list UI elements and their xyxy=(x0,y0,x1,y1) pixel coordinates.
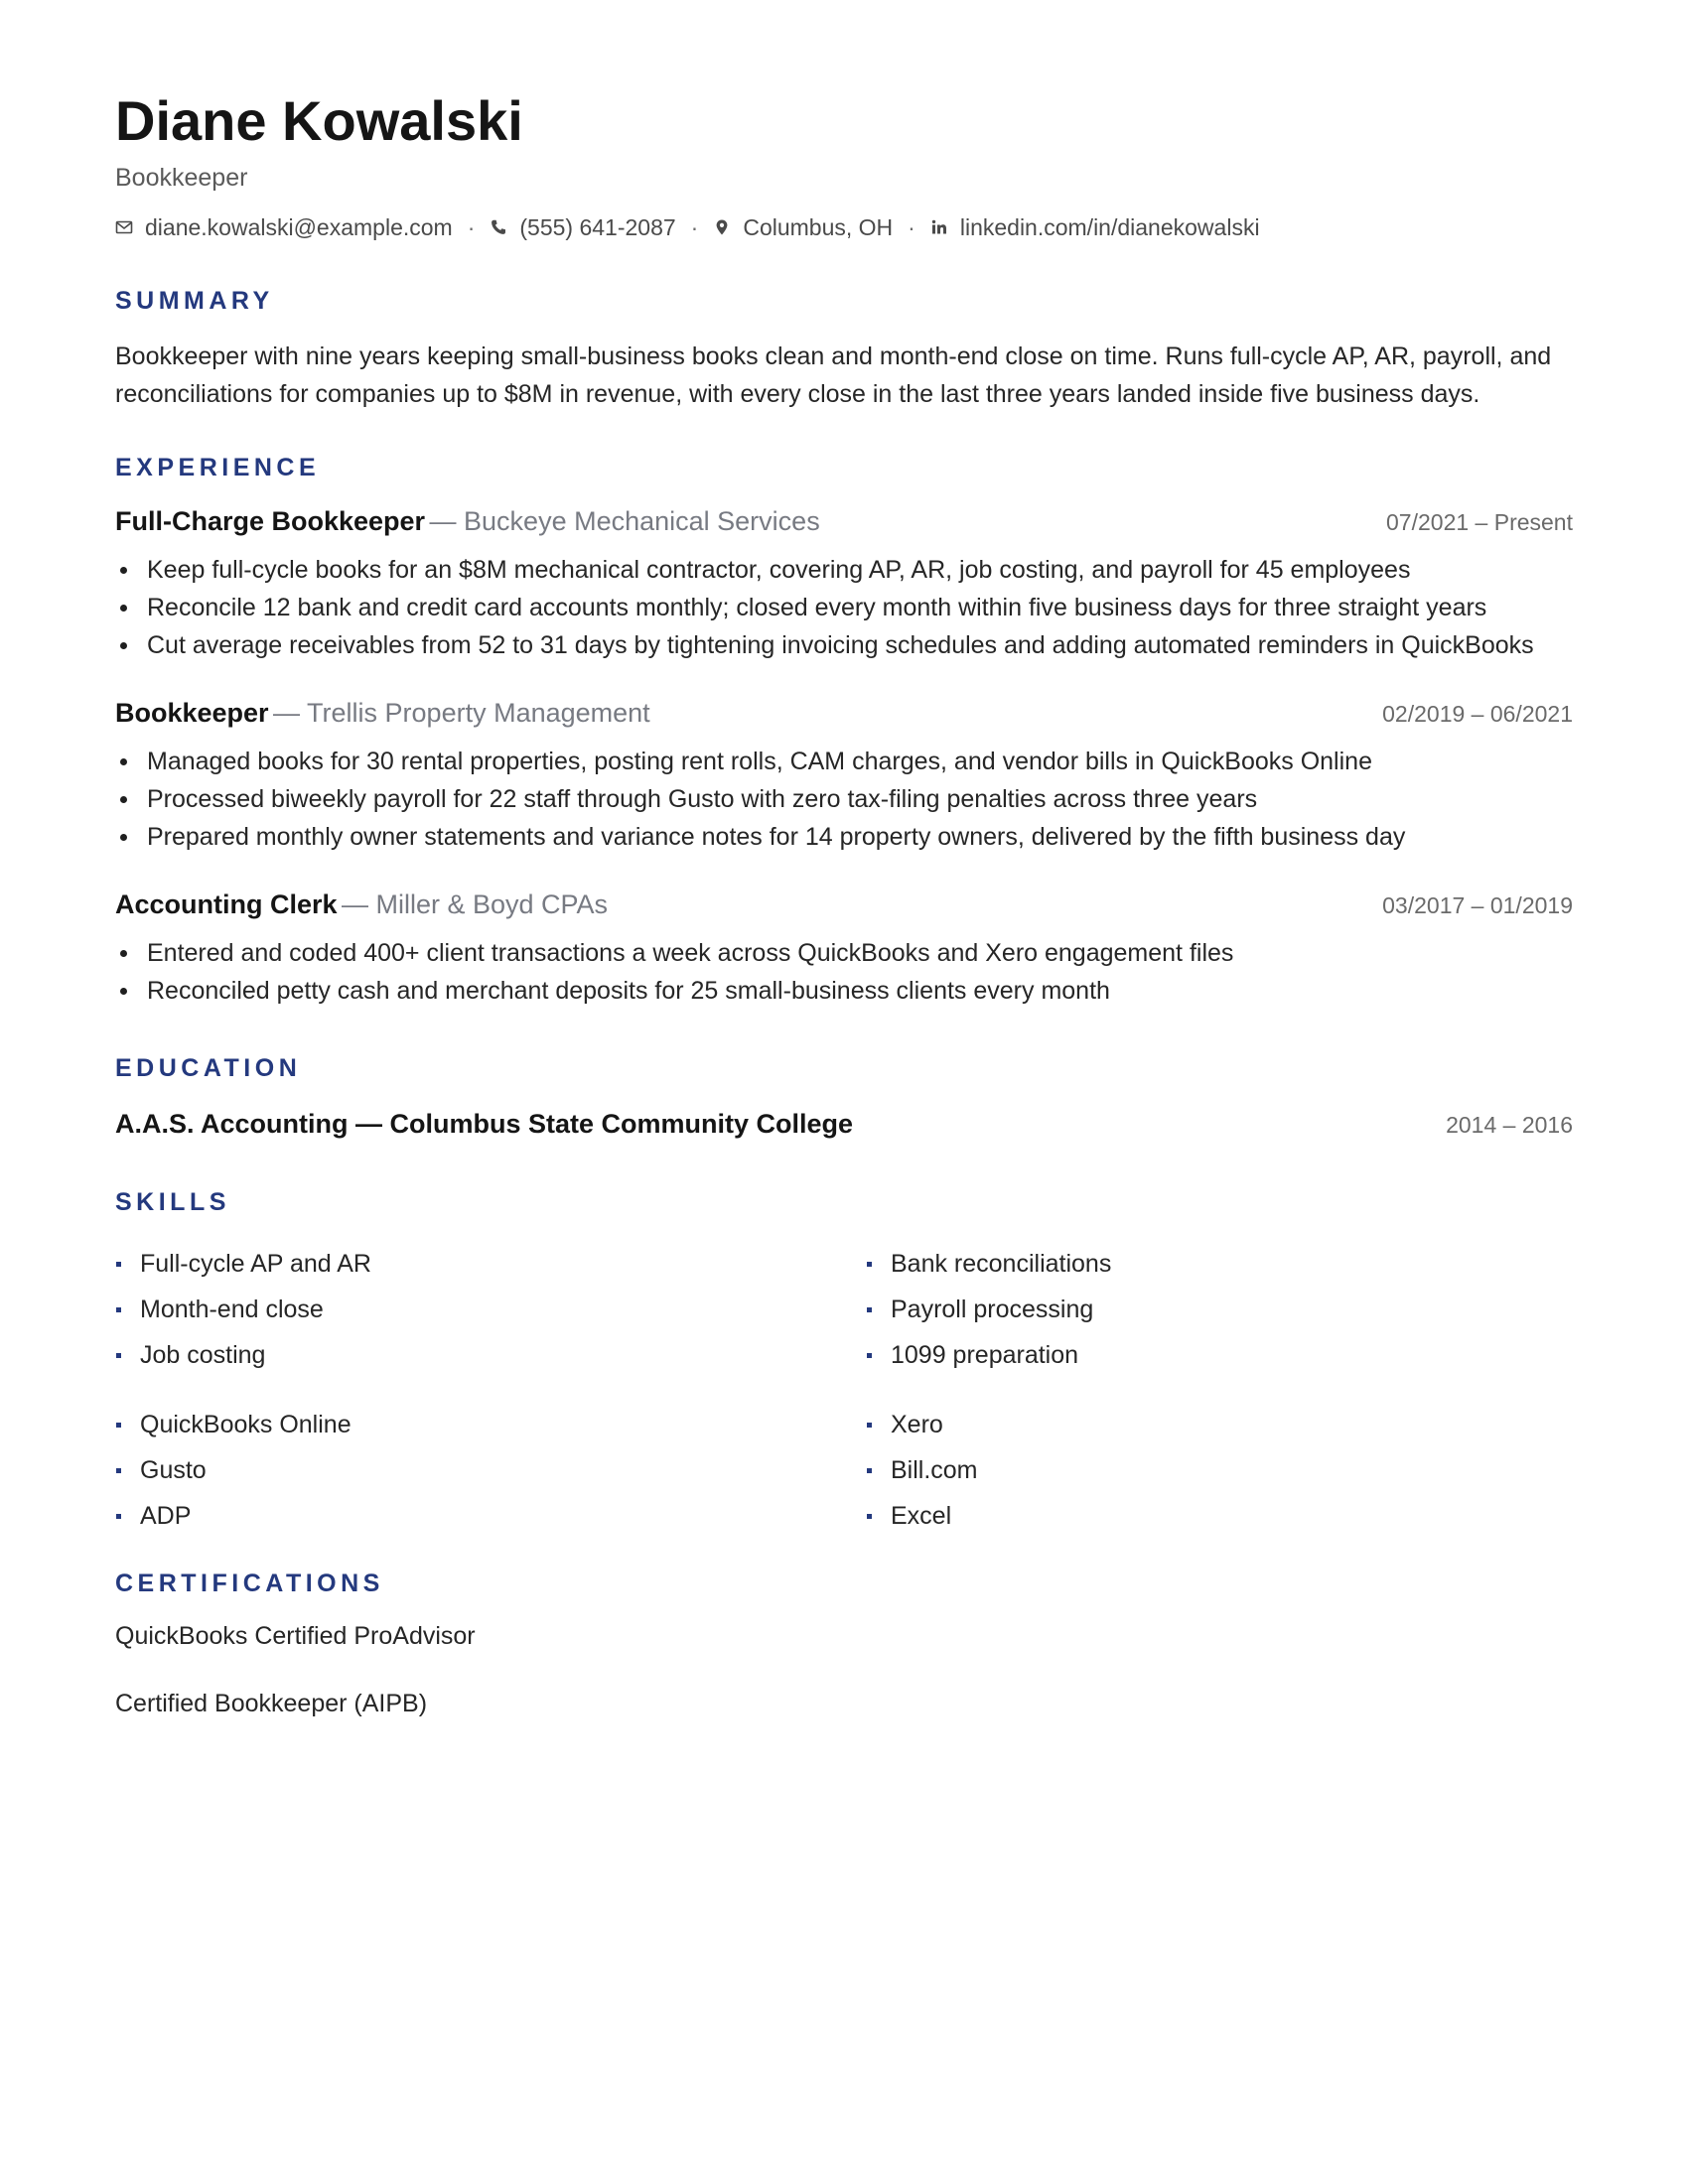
bullet-square-icon xyxy=(867,1468,872,1473)
job-bullet-text: Keep full-cycle books for an $8M mechanical contractor, covering AP, AR, job costing, and payroll for 45 employees xyxy=(147,556,1411,584)
location-pin-icon xyxy=(713,218,731,236)
job-dates: 07/2021 – Present xyxy=(1386,509,1573,535)
job-company: — Buckeye Mechanical Services xyxy=(429,506,820,536)
bullet-dot-icon xyxy=(120,988,127,995)
skill-item xyxy=(115,1332,866,1378)
job-bullets xyxy=(115,551,1573,664)
skill-text: Job costing xyxy=(140,1341,266,1369)
job-bullet-text: Prepared monthly owner statements and variance notes for 14 property owners, delivered by the fifth business day xyxy=(147,823,1406,851)
bullet-dot-icon xyxy=(120,834,127,841)
job-bullet xyxy=(115,934,1573,972)
bullet-square-icon xyxy=(867,1423,872,1428)
skills-heading: SKILLS xyxy=(115,1188,230,1216)
job-entry xyxy=(115,504,1573,664)
bullet-square-icon xyxy=(116,1353,121,1358)
job-bullet xyxy=(115,780,1573,818)
contact-separator: · xyxy=(908,214,915,240)
job-bullet-text: Reconciled petty cash and merchant deposits for 25 small-business clients every month xyxy=(147,977,1110,1005)
job-title: Full-Charge Bookkeeper xyxy=(115,506,426,536)
bullet-dot-icon xyxy=(120,758,127,765)
job-bullet xyxy=(115,743,1573,780)
job-bullet xyxy=(115,551,1573,589)
skill-text: Bank reconciliations xyxy=(891,1250,1112,1278)
skill-text: Bill.com xyxy=(891,1456,978,1484)
bullet-dot-icon xyxy=(120,796,127,803)
skill-item xyxy=(115,1493,866,1539)
contact-bar xyxy=(115,212,1573,242)
bullet-square-icon xyxy=(867,1514,872,1519)
bullet-square-icon xyxy=(116,1262,121,1267)
contact-phone[interactable] xyxy=(490,212,675,242)
job-bullet-text: Cut average receivables from 52 to 31 days by tightening invoicing schedules and adding automated reminders in QuickBooks xyxy=(147,631,1534,659)
skill-item xyxy=(115,1241,866,1287)
linkedin-icon xyxy=(930,218,948,236)
bullet-square-icon xyxy=(116,1307,121,1312)
certification-item: QuickBooks Certified ProAdvisor xyxy=(115,1622,476,1650)
skills-column-right xyxy=(866,1241,1561,1378)
skills-grid xyxy=(115,1241,1573,1539)
job-bullet xyxy=(115,818,1573,856)
summary-text: Bookkeeper with nine years keeping small-business books clean and month-end close on time. Runs full-cycle AP, AR, payroll, and reconciliations for companies up to $8M in revenue, with every close in the last three years landed inside five business days. xyxy=(115,342,1552,408)
location-text: Columbus, OH xyxy=(743,214,894,240)
contact-email[interactable] xyxy=(115,212,453,242)
skill-item xyxy=(866,1493,1561,1539)
skill-text: Gusto xyxy=(140,1456,207,1484)
bullet-square-icon xyxy=(867,1353,872,1358)
skill-item xyxy=(866,1447,1561,1493)
skill-item xyxy=(115,1287,866,1332)
skill-text: Payroll processing xyxy=(891,1296,1094,1323)
skill-text: Full-cycle AP and AR xyxy=(140,1250,371,1278)
skills-group-spacer xyxy=(115,1378,1561,1402)
skill-item xyxy=(866,1287,1561,1332)
email-text: diane.kowalski@example.com xyxy=(145,214,453,240)
skill-text: Month-end close xyxy=(140,1296,324,1323)
bullet-square-icon xyxy=(116,1468,121,1473)
skill-text: ADP xyxy=(140,1502,192,1530)
skill-item xyxy=(866,1332,1561,1378)
job-company: — Miller & Boyd CPAs xyxy=(341,889,609,919)
bullet-square-icon xyxy=(116,1423,121,1428)
education-heading: EDUCATION xyxy=(115,1054,302,1082)
skill-text: QuickBooks Online xyxy=(140,1411,352,1438)
job-bullet xyxy=(115,589,1573,626)
job-bullets xyxy=(115,934,1573,1010)
job-title: Accounting Clerk xyxy=(115,889,338,919)
contact-separator: · xyxy=(690,214,699,240)
education-entry xyxy=(115,1107,1573,1142)
job-bullet xyxy=(115,626,1573,664)
job-title: Bookkeeper xyxy=(115,698,269,728)
skills-column-left xyxy=(115,1402,866,1539)
skill-item xyxy=(866,1241,1561,1287)
candidate-role: Bookkeeper xyxy=(115,164,248,192)
skills-column-right xyxy=(866,1402,1561,1539)
job-bullet-text: Managed books for 30 rental properties, posting rent rolls, CAM charges, and vendor bills in QuickBooks Online xyxy=(147,748,1372,775)
job-bullet-text: Reconcile 12 bank and credit card accounts monthly; closed every month within five business days for three straight years xyxy=(147,594,1487,621)
summary-heading: SUMMARY xyxy=(115,287,274,315)
candidate-name: Diane Kowalski xyxy=(115,89,523,152)
bullet-dot-icon xyxy=(120,950,127,957)
skill-item xyxy=(115,1447,866,1493)
job-dates: 02/2019 – 06/2021 xyxy=(1382,701,1573,727)
bullet-square-icon xyxy=(867,1262,872,1267)
bullet-dot-icon xyxy=(120,605,127,612)
job-bullet-text: Processed biweekly payroll for 22 staff through Gusto with zero tax-filing penalties across three years xyxy=(147,785,1258,813)
job-header xyxy=(115,696,1573,735)
job-entry xyxy=(115,696,1573,856)
phone-icon xyxy=(490,218,507,236)
job-entry xyxy=(115,887,1573,1010)
skills-column-left xyxy=(115,1241,866,1378)
bullet-square-icon xyxy=(116,1514,121,1519)
bullet-square-icon xyxy=(867,1307,872,1312)
skill-text: Excel xyxy=(891,1502,952,1530)
linkedin-text: linkedin.com/in/dianekowalski xyxy=(959,214,1260,240)
certifications-heading: CERTIFICATIONS xyxy=(115,1570,384,1597)
bullet-dot-icon xyxy=(120,642,127,649)
skill-text: Xero xyxy=(891,1411,943,1438)
contact-separator: · xyxy=(467,214,476,240)
experience-heading: EXPERIENCE xyxy=(115,454,321,481)
job-bullets xyxy=(115,743,1573,856)
skill-item xyxy=(866,1402,1561,1447)
contact-linkedin[interactable] xyxy=(930,212,1260,242)
job-company: — Trellis Property Management xyxy=(273,698,650,728)
phone-text: (555) 641-2087 xyxy=(519,214,676,240)
bullet-dot-icon xyxy=(120,567,127,574)
mail-icon xyxy=(115,218,133,236)
job-bullet-text: Entered and coded 400+ client transactions a week across QuickBooks and Xero engagement files xyxy=(147,939,1234,967)
certification-item: Certified Bookkeeper (AIPB) xyxy=(115,1690,428,1717)
education-dates: 2014 – 2016 xyxy=(1446,1112,1573,1138)
education-degree: A.A.S. Accounting — Columbus State Community College xyxy=(115,1109,854,1139)
job-bullet xyxy=(115,972,1573,1010)
contact-location xyxy=(713,212,893,242)
skill-item xyxy=(115,1402,866,1447)
skill-text: 1099 preparation xyxy=(891,1341,1079,1369)
job-dates: 03/2017 – 01/2019 xyxy=(1382,892,1573,918)
job-header xyxy=(115,887,1573,926)
job-header xyxy=(115,504,1573,543)
